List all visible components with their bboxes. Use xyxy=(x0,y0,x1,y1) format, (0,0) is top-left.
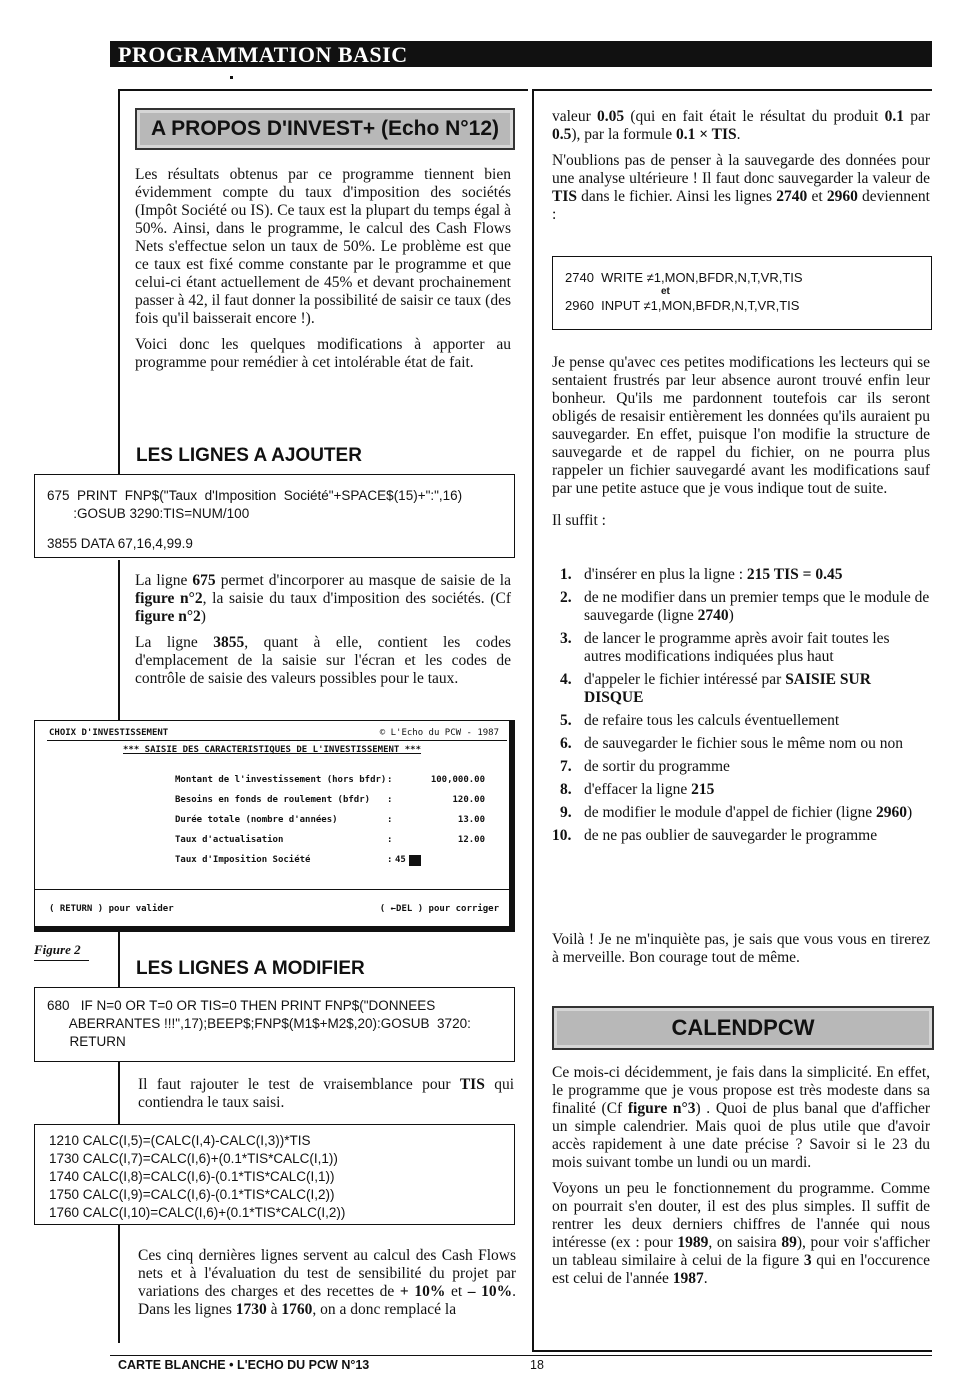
list-item: 10. de ne pas oublier de sauvegarder le programme xyxy=(552,827,878,844)
form-row: Montant de l'investissement (hors bfdr) : 100,000.00 xyxy=(175,775,485,785)
code-separator: et xyxy=(661,286,670,297)
intro-paragraph-1: Les résultats obtenus par ce programme tiennent bien évidemment compte du taux d'imposition des sociétés (Impôt Société ou IS). Ce taux est la plupart du temps égal à 50%. Ainsi, dans le programme, le calcul des Cash Flows Nets s'effectue selon un taux de 50%. Le problème est que ce taux est fixé comme constante par le programme et que celui-ci étant actuellement de 45% et devant prochainement passer à 42, il faut donner la possibilité de saisir ce taux (des fois qu'il baisserait encore !). xyxy=(135,166,511,327)
list-item: 5. de refaire tous les calculs éventuellement xyxy=(560,712,840,729)
code-box-calc xyxy=(34,1124,515,1225)
screen-title-right: © L'Echo du PCW - 1987 xyxy=(379,728,499,738)
decorative-dot xyxy=(230,76,233,79)
code-line: 3855 DATA 67,16,4,99.9 xyxy=(47,536,193,551)
section-header-invest: A PROPOS D'INVEST+ (Echo N°12) xyxy=(135,108,515,150)
figure-2-caption: Figure 2 xyxy=(34,942,89,961)
paragraph-test: Il faut rajouter le test de vraisemblance pour TIS qui contiendra le taux saisi. xyxy=(138,1076,515,1111)
list-item: 8. d'effacer la ligne 215 xyxy=(560,781,715,798)
code-line: 1760 CALC(I,10)=CALC(I,6)+(0.1*TIS*CALC(I,2)) xyxy=(49,1205,346,1220)
code-line: RETURN xyxy=(47,1034,126,1049)
list-item: 9. de modifier le module d'appel de fichier (ligne 2960) xyxy=(560,804,913,821)
code-line: 675 PRINT FNP$("Taux d'Imposition Société"+SPACE$(15)+":",16) xyxy=(47,488,463,503)
paragraph-save: N'oublions pas de penser à la sauvegarde des données pour une analyse ultérieure ! Il faut donc sauvegarder la valeur de TIS dans le fichier. Ainsi les lignes 2740 et 2960 deviennent : xyxy=(552,152,930,223)
paragraph-calendpcw-2: Voyons un peu le fonctionnement du programme. Comme on pourrait s'en douter, il est des plus simples. Il suffit de rentrer les deux derniers chiffres de l'année qui nous intéresse (ex : pour 1989, on saisira 89), pour voir s'afficher un tableau similaire à celui de la figure 3 qui en l'occurence est celui de l'année 1987. xyxy=(552,1180,930,1287)
list-item: 1. d'insérer en plus la ligne : 215 TIS = 0.45 xyxy=(560,566,843,583)
form-row-active: Taux d'Imposition Société : 45 xyxy=(175,855,485,875)
form-row: Besoins en fonds de roulement (bfdr) : 120.00 xyxy=(175,795,485,805)
left-frame-line-3 xyxy=(118,932,120,987)
left-explanation xyxy=(135,572,511,696)
page-number: 18 xyxy=(530,1358,544,1372)
screen-footer-right: ( ←DEL ) pour corriger xyxy=(379,904,499,914)
screen-subtitle: *** SAISIE DES CARACTERISTIQUES DE L'INVESTISSEMENT *** xyxy=(123,745,422,755)
left-frame-top xyxy=(118,89,528,91)
screen-footer-left: ( RETURN ) pour valider xyxy=(49,904,174,914)
list-item: 3. de lancer le programme après avoir fait toutes les autres modifications indiquées plus haut xyxy=(560,630,890,665)
right-frame-top xyxy=(532,89,932,91)
tis-input-value[interactable]: 45 xyxy=(395,855,406,865)
paragraph-3855: La ligne 3855, quant à elle, contient les codes d'emplacement de la saisie sur l'écran et les codes de contrôle de saisie des valeurs possibles pour le taux. xyxy=(135,634,511,687)
code-line: ABERRANTES !!!",17);BEEP$;FNP$(M1$+M2$,20):GOSUB 3720: xyxy=(47,1016,471,1031)
section-banner-title: PROGRAMMATION BASIC xyxy=(118,42,408,67)
code-box-io xyxy=(552,256,932,330)
paragraph-il-suffit: Il suffit : xyxy=(552,512,606,529)
footer-publication: CARTE BLANCHE • L'ECHO DU PCW N°13 xyxy=(118,1358,370,1372)
left-frame-line-2 xyxy=(118,560,120,722)
screen-title-left: CHOIX D'INVESTISSEMENT xyxy=(49,728,169,738)
footer-rule xyxy=(110,1355,932,1356)
right-text-3 xyxy=(552,1064,930,1296)
list-item: 4. d'appeler le fichier intéressé par SAISIE SUR DISQUE xyxy=(560,671,871,706)
heading-lines-to-modify: LES LIGNES A MODIFIER xyxy=(136,958,365,979)
paragraph-modifications: Je pense qu'avec ces petites modifications les lecteurs qui se sentaient frustrés par leur absence auront trouvé enfin leur bonheur. Qu'ils me pardonnent toutefois car ils seront obligés de resaisir entièrement les données qu'ils auraient pu sauvegarder. En effet, puisque l'on modifie la structure de sauvegarde et de rappel du fichier, on ne pourra plus rappeler un fichier sauvegardé avant les modifications sauf par une petite astuce que je vous indique tout de suite. xyxy=(552,354,930,497)
text-cursor xyxy=(409,855,421,866)
right-text-2 xyxy=(552,354,930,532)
code-line: 1210 CALC(I,5)=(CALC(I,4)-CALC(I,3))*TIS xyxy=(49,1133,311,1148)
right-text-1 xyxy=(552,108,930,232)
screen-form xyxy=(175,775,485,875)
intro-paragraph-2: Voici donc les quelques modifications à apporter au programme pour remédier à cet intolérable état de fait. xyxy=(135,336,511,371)
code-line: 1730 CALC(I,7)=CALC(I,6)+(0.1*TIS*CALC(I,1)) xyxy=(49,1151,338,1166)
left-frame-line-4 xyxy=(118,1062,120,1132)
form-row: Taux d'actualisation : 12.00 xyxy=(175,835,485,845)
list-item: 6. de sauvegarder le fichier sous le même nom ou non xyxy=(560,735,903,752)
paragraph-value: valeur 0.05 (qui en fait était le résultat du produit 0.1 par 0.5), par la formule 0.1 × TIS. xyxy=(552,108,930,143)
code-line: 1740 CALC(I,8)=CALC(I,6)-(0.1*TIS*CALC(I,1)) xyxy=(49,1169,335,1184)
form-row: Durée totale (nombre d'années) : 13.00 xyxy=(175,815,485,825)
steps-list xyxy=(552,566,930,850)
left-frame-line xyxy=(118,90,120,475)
code-box-add xyxy=(34,474,515,558)
column-divider xyxy=(532,90,534,1352)
left-intro xyxy=(135,166,511,380)
heading-lines-to-add: LES LIGNES A AJOUTER xyxy=(136,445,362,466)
paragraph-last-left: Ces cinq dernières lignes servent au calcul des Cash Flows nets et à l'évaluation du test de sensibilité du projet par variations des charges et des recettes de + 10% et – 10%. Dans les lignes 1730 à 1760, on a donc remplacé la xyxy=(138,1247,516,1318)
paragraph-675: La ligne 675 permet d'incorporer au masque de saisie de la figure n°2, la saisie du taux d'imposition des sociétés. (Cf figure n°2) xyxy=(135,572,511,625)
code-box-modify xyxy=(34,987,515,1062)
paragraph-calendpcw-1: Ce mois-ci décidemment, je fais dans la simplicité. En effet, le programme que je vous propose est très modeste dans sa finalité (Cf figure n°3) . Quoi de plus banal que d'afficher un simple calendrier. Mais quoi de plus utile que d'avoir accès rapidement à une date précise ? Savoir si le 23 du mois suivant tombe un lundi ou un mardi. xyxy=(552,1064,930,1171)
left-frame-line-5 xyxy=(118,1225,120,1343)
screen-divider xyxy=(47,740,507,741)
code-line: 2740 WRITE ≠1,MON,BFDR,N,T,VR,TIS xyxy=(565,270,803,285)
screen-footer-divider xyxy=(35,889,510,890)
code-line: 2960 INPUT ≠1,MON,BFDR,N,T,VR,TIS xyxy=(565,298,800,313)
list-item: 2. de ne modifier dans un premier temps que le module de sauvegarde (ligne 2740) xyxy=(560,589,930,624)
code-line: :GOSUB 3290:TIS=NUM/100 xyxy=(47,506,250,521)
list-item: 7. de sortir du programme xyxy=(560,758,730,775)
code-line: 1750 CALC(I,9)=CALC(I,6)-(0.1*TIS*CALC(I,2)) xyxy=(49,1187,335,1202)
right-frame-bottom xyxy=(532,1350,932,1352)
section-banner xyxy=(110,41,932,67)
paragraph-voila: Voilà ! Je ne m'inquiète pas, je sais que vous vous en tirerez à merveille. Bon courage tout de même. xyxy=(552,931,930,966)
code-line: 680 IF N=0 OR T=0 OR TIS=0 THEN PRINT FNP$("DONNEES xyxy=(47,998,436,1013)
section-header-calendpcw: CALENDPCW xyxy=(552,1006,934,1050)
figure-2-screen xyxy=(34,720,515,932)
